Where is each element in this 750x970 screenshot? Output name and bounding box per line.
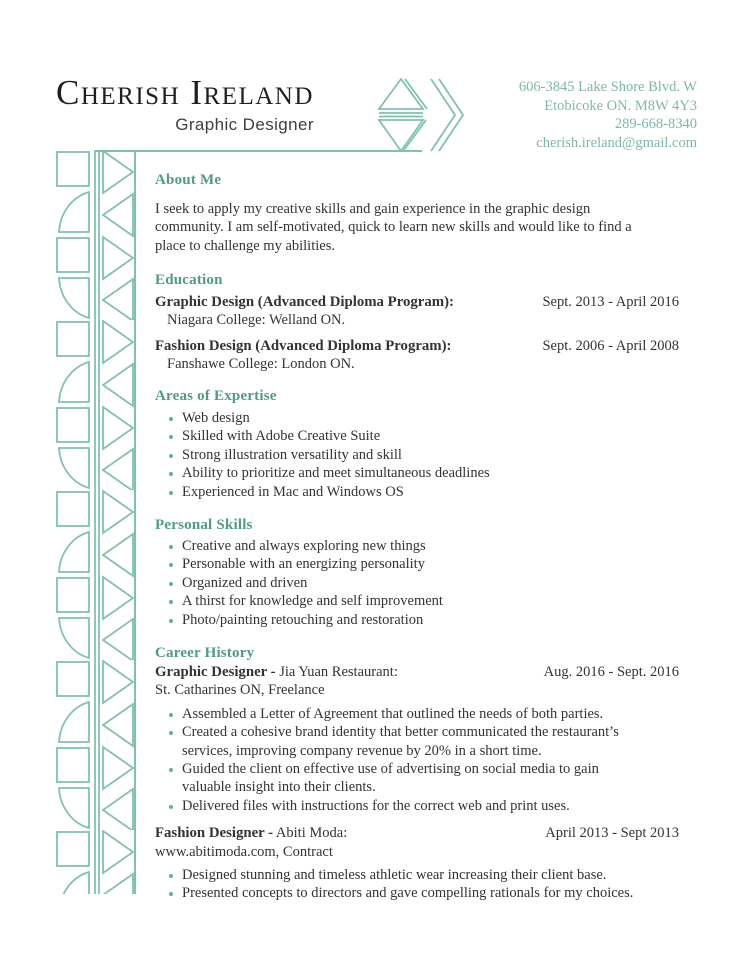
entry-title — [155, 663, 398, 681]
contact-line: Etobicoke ON. M8W 4Y3 — [544, 97, 697, 114]
entry-header — [155, 663, 679, 681]
bullet-line: Web design — [182, 410, 250, 426]
bullet-item — [155, 592, 679, 610]
bullet-dot-icon — [169, 768, 173, 772]
bullet-text — [182, 797, 570, 815]
bullet-item — [155, 760, 679, 797]
bullet-line: Created a cohesive brand identity that better communicated the restaurant’s — [182, 724, 619, 741]
content-left-border-line — [134, 150, 136, 894]
bullet-item — [155, 483, 679, 501]
entry-dates: Sept. 2006 - April 2008 — [542, 337, 679, 354]
bullet-item — [155, 555, 679, 573]
bullet-dot-icon — [169, 545, 173, 549]
bullet-item — [155, 884, 679, 902]
bullet-line: A thirst for knowledge and self improvement — [182, 593, 443, 610]
section-career-history — [155, 645, 679, 903]
bullet-item — [155, 409, 679, 427]
section-heading: Areas of Expertise — [155, 388, 277, 404]
bullet-dot-icon — [169, 472, 173, 476]
entry-title-company: Jia Yuan Restaurant: — [275, 664, 398, 680]
bullet-text — [182, 866, 606, 884]
bullet-line: Presented concepts to directors and gave compelling rationals for my choices. — [182, 885, 634, 902]
bullet-line: Personable with an energizing personality — [182, 556, 425, 573]
entry-dates: Sept. 2013 - April 2016 — [542, 294, 679, 310]
bullet-text — [182, 611, 423, 629]
bullet-item — [155, 537, 679, 555]
bullet-dot-icon — [169, 874, 173, 878]
diamond-chevron-logo-icon — [374, 77, 466, 155]
contact-line: 289-668-8340 — [614, 116, 697, 132]
bullet-text — [182, 760, 599, 797]
career-bullet-list — [155, 705, 679, 815]
bullet-item — [155, 427, 679, 445]
bullet-dot-icon — [169, 491, 173, 495]
entry-title-bold: Fashion Designer - — [155, 825, 274, 842]
bullet-line: Assembled a Letter of Agreement that outlined the needs of both parties. — [182, 705, 604, 722]
about-line: place to challenge my abilities. — [155, 237, 335, 254]
entry-header — [155, 337, 679, 355]
bullet-text — [182, 705, 603, 723]
bullet-text — [182, 555, 425, 573]
bullet-dot-icon — [169, 713, 173, 717]
bullet-text — [182, 427, 380, 445]
entry-title-company: Abiti Moda: — [273, 825, 348, 842]
bullet-line: services, improving company revenue by 20% in a short time. — [182, 742, 542, 759]
bullet-dot-icon — [169, 454, 173, 458]
bullet-text — [182, 537, 426, 555]
section-education — [155, 272, 679, 374]
bullet-text — [182, 884, 633, 902]
bullet-dot-icon — [169, 435, 173, 439]
entry-title — [155, 824, 347, 842]
expertise-list — [155, 409, 679, 501]
bullet-line: Delivered files with instructions for the correct web and print uses. — [182, 797, 570, 814]
bullet-item — [155, 705, 679, 723]
bullet-text — [182, 592, 443, 610]
bullet-dot-icon — [169, 600, 173, 604]
bullet-line: Skilled with Adobe Creative Suite — [182, 428, 381, 445]
entry-title: Fashion Design (Advanced Diploma Program): — [155, 337, 452, 354]
bullet-item — [155, 866, 679, 884]
skills-list — [155, 537, 679, 629]
entry-dates: Aug. 2016 - Sept. 2016 — [543, 664, 679, 680]
bullet-item — [155, 611, 679, 629]
about-line: I seek to apply my creative skills and gain experience in the graphic design — [155, 201, 591, 217]
bullet-text — [182, 464, 490, 482]
bullet-line: Experienced in Mac and Windows OS — [182, 483, 404, 500]
bullet-item — [155, 446, 679, 464]
header-name-block — [56, 74, 314, 135]
bullet-item — [155, 723, 679, 760]
header-divider-line — [96, 150, 422, 152]
bullet-dot-icon — [169, 417, 173, 421]
bullet-line: Photo/painting retouching and restoration — [182, 611, 424, 628]
job-title: Graphic Designer — [175, 115, 314, 134]
bullet-text — [182, 723, 619, 760]
left-geometric-border-pattern — [54, 150, 134, 894]
section-heading: Career History — [155, 645, 255, 661]
education-entry — [155, 293, 679, 330]
bullet-text — [182, 446, 402, 464]
contact-line: 606-3845 Lake Shore Blvd. W — [518, 79, 697, 95]
bullet-dot-icon — [169, 731, 173, 735]
bullet-dot-icon — [169, 805, 173, 809]
bullet-item — [155, 797, 679, 815]
entry-subtitle: www.abitimoda.com, Contract — [155, 843, 333, 860]
bullet-text — [182, 574, 307, 592]
entry-subtitle: Fanshawe College: London ON. — [167, 356, 355, 373]
entry-header — [155, 293, 679, 311]
career-entry — [155, 824, 679, 903]
entry-dates: April 2013 - Sept 2013 — [545, 825, 679, 842]
bullet-dot-icon — [169, 582, 173, 586]
career-bullet-list — [155, 866, 679, 903]
contact-line: cherish.ireland@gmail.com — [536, 134, 697, 151]
entry-title-bold: Graphic Designer - — [155, 664, 276, 680]
bullet-text — [182, 409, 250, 427]
entry-title: Graphic Design (Advanced Diploma Program): — [155, 294, 454, 310]
section-heading: Education — [155, 272, 223, 288]
bullet-dot-icon — [169, 892, 173, 896]
entry-subtitle: Niagara College: Welland ON. — [167, 312, 346, 329]
entry-subtitle: St. Catharines ON, Freelance — [155, 682, 325, 699]
person-name: Cherish Ireland — [56, 73, 314, 112]
section-about-me — [155, 172, 679, 255]
about-paragraph — [155, 200, 679, 255]
section-heading: About Me — [155, 172, 222, 188]
bullet-text — [182, 483, 404, 501]
entry-header — [155, 824, 679, 842]
contact-block — [519, 78, 697, 152]
bullet-dot-icon — [169, 619, 173, 623]
bullet-item — [155, 464, 679, 482]
bullet-line: valuable insight into their clients. — [182, 779, 376, 796]
bullet-line: Ability to prioritize and meet simultaneous deadlines — [182, 465, 490, 482]
bullet-line: Creative and always exploring new things — [182, 538, 426, 554]
section-heading: Personal Skills — [155, 517, 253, 533]
about-line: community. I am self-motivated, quick to learn new skills and would like to find a — [155, 219, 632, 236]
section-areas-of-expertise — [155, 388, 679, 501]
career-entries — [155, 663, 679, 903]
bullet-line: Designed stunning and timeless athletic wear increasing their client base. — [182, 867, 607, 884]
bullet-dot-icon — [169, 563, 173, 567]
section-personal-skills — [155, 517, 679, 629]
career-entry — [155, 663, 679, 815]
education-entries — [155, 293, 679, 374]
bullet-line: Guided the client on effective use of advertising on social media to gain — [182, 761, 599, 778]
bullet-line: Organized and driven — [182, 574, 308, 591]
education-entry — [155, 337, 679, 374]
bullet-item — [155, 574, 679, 592]
bullet-line: Strong illustration versatility and skill — [182, 446, 402, 463]
